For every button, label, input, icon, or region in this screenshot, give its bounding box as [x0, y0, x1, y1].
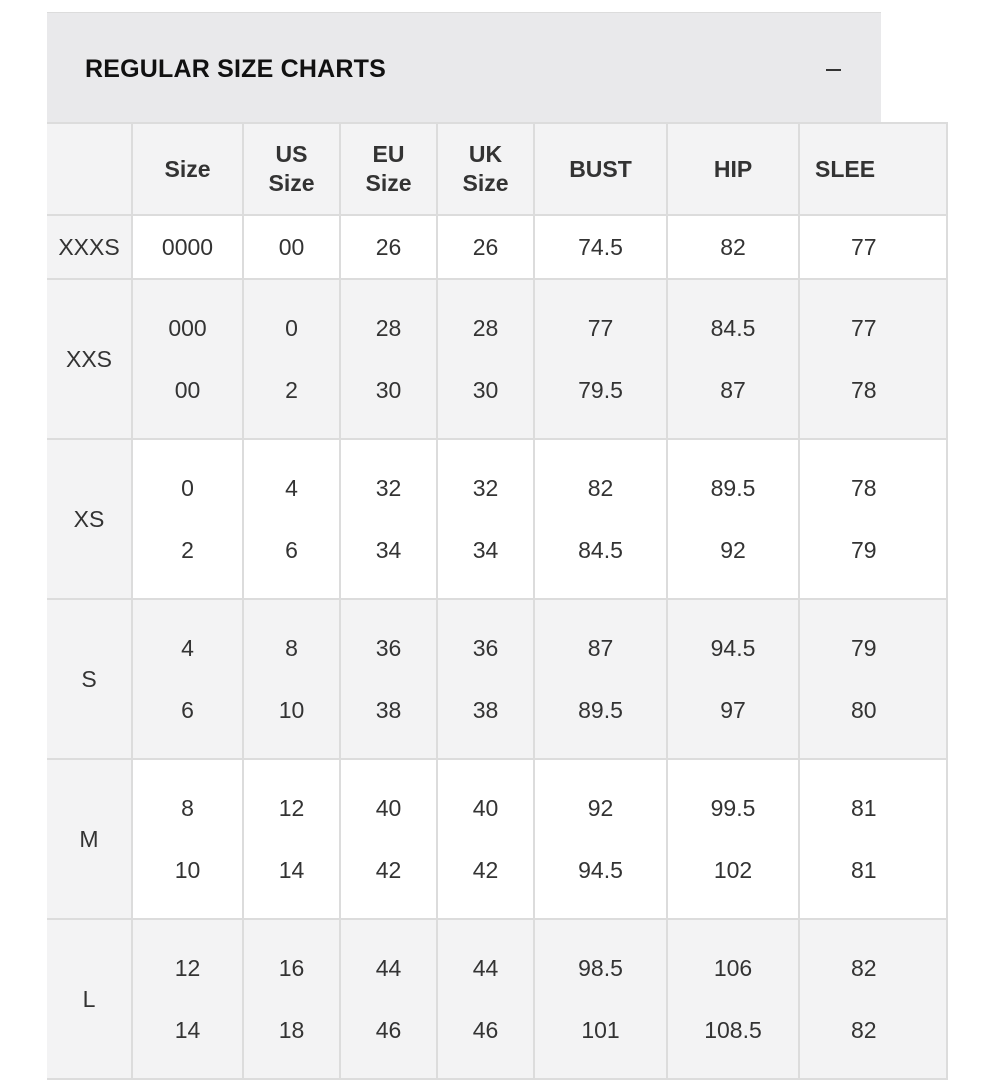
cell-hip — [667, 599, 799, 759]
cell-value: 94.5 — [710, 635, 756, 661]
cell-value: 77 — [851, 234, 877, 260]
cell-us-size — [243, 919, 340, 1079]
cell-value: 102 — [713, 857, 753, 883]
cell-value: 32 — [472, 475, 499, 501]
cell-eu-size — [340, 215, 437, 279]
cell-value: 46 — [375, 1017, 402, 1043]
cell-bust — [534, 279, 667, 439]
cell-value: 97 — [720, 697, 746, 723]
cell-value: 38 — [375, 697, 402, 723]
cell-sleeve — [799, 919, 947, 1079]
cell-uk-size — [437, 919, 534, 1079]
cell-value: 14 — [278, 857, 305, 883]
cell-value: 79.5 — [578, 377, 623, 403]
cell-eu-size — [340, 439, 437, 599]
cell-value: 81 — [851, 795, 877, 821]
cell-value: 87 — [720, 377, 746, 403]
cell-sleeve — [799, 759, 947, 919]
table-body — [47, 215, 947, 1079]
header-text: Size — [462, 170, 509, 196]
cell-value: 81 — [851, 857, 877, 883]
cell-sleeve — [799, 599, 947, 759]
cell-value: 0 — [285, 315, 298, 341]
size-chart-accordion-header[interactable] — [47, 12, 881, 122]
cell-value: 92 — [720, 537, 746, 563]
cell-value: 28 — [375, 315, 402, 341]
cell-value: 30 — [375, 377, 402, 403]
cell-sleeve — [799, 215, 947, 279]
cell-value: 46 — [472, 1017, 499, 1043]
cell-hip — [667, 919, 799, 1079]
cell-value: 00 — [174, 377, 201, 403]
header-text: HIP — [713, 155, 753, 182]
cell-value: 94.5 — [578, 857, 623, 883]
cell-value: 00 — [278, 234, 305, 260]
cell-value: 8 — [181, 795, 194, 821]
cell-value: 108.5 — [704, 1017, 762, 1043]
cell-value: 4 — [285, 475, 298, 501]
cell-value: 77 — [587, 315, 614, 341]
header-uk-size — [437, 123, 534, 215]
cell-value: 42 — [375, 857, 402, 883]
cell-value: 82 — [587, 475, 614, 501]
header-bust — [534, 123, 667, 215]
row-label: M — [47, 759, 132, 919]
cell-value: 82 — [720, 234, 746, 260]
cell-value: 36 — [375, 635, 402, 661]
cell-uk-size — [437, 279, 534, 439]
cell-value: 99.5 — [710, 795, 756, 821]
cell-value: 89.5 — [710, 475, 756, 501]
accordion-title: REGULAR SIZE CHARTS — [85, 55, 387, 83]
cell-value: 18 — [278, 1017, 305, 1043]
cell-eu-size — [340, 919, 437, 1079]
header-us-size — [243, 123, 340, 215]
cell-value: 40 — [375, 795, 402, 821]
cell-value: 87 — [587, 635, 614, 661]
cell-value: 34 — [472, 537, 499, 563]
cell-value: 79 — [851, 635, 877, 661]
cell-value: 74.5 — [578, 234, 623, 260]
header-text: Size — [268, 170, 315, 196]
cell-hip — [667, 215, 799, 279]
cell-value: 78 — [851, 377, 877, 403]
row-label: XXXS — [47, 215, 132, 279]
table-row — [47, 279, 947, 439]
cell-value: 2 — [285, 377, 298, 403]
cell-size — [132, 759, 243, 919]
cell-value: 12 — [174, 955, 201, 981]
row-label: XS — [47, 439, 132, 599]
cell-value: 8 — [285, 635, 298, 661]
cell-value: 30 — [472, 377, 499, 403]
cell-value: 98.5 — [578, 955, 623, 981]
table-row — [47, 215, 947, 279]
cell-value: 10 — [174, 857, 201, 883]
cell-uk-size — [437, 215, 534, 279]
cell-value: 92 — [587, 795, 614, 821]
cell-value: 6 — [285, 537, 298, 563]
cell-value: 82 — [851, 1017, 877, 1043]
cell-value: 106 — [713, 955, 753, 981]
cell-us-size — [243, 599, 340, 759]
cell-value: 26 — [472, 234, 499, 260]
header-size — [132, 123, 243, 215]
size-table — [47, 122, 948, 1080]
cell-value: 44 — [472, 955, 499, 981]
cell-size — [132, 439, 243, 599]
cell-eu-size — [340, 759, 437, 919]
cell-bust — [534, 439, 667, 599]
cell-value: 84.5 — [578, 537, 623, 563]
header-text: US — [275, 141, 308, 167]
cell-uk-size — [437, 439, 534, 599]
cell-value: 82 — [851, 955, 877, 981]
cell-value: 28 — [472, 315, 499, 341]
cell-value: 40 — [472, 795, 499, 821]
table-row — [47, 919, 947, 1079]
cell-value: 44 — [375, 955, 402, 981]
cell-bust — [534, 215, 667, 279]
size-chart-panel — [47, 12, 881, 1043]
size-table-scroll-area[interactable] — [47, 122, 881, 1043]
cell-value: 77 — [851, 315, 877, 341]
cell-value: 14 — [174, 1017, 201, 1043]
cell-size — [132, 919, 243, 1079]
cell-bust — [534, 759, 667, 919]
cell-value: 32 — [375, 475, 402, 501]
cell-us-size — [243, 215, 340, 279]
cell-value: 34 — [375, 537, 402, 563]
header-text: BUST — [569, 155, 632, 182]
row-label: L — [47, 919, 132, 1079]
cell-value: 26 — [375, 234, 402, 260]
table-row — [47, 599, 947, 759]
cell-value: 000 — [168, 315, 207, 341]
cell-value: 89.5 — [578, 697, 623, 723]
cell-hip — [667, 439, 799, 599]
collapse-minus-icon[interactable] — [826, 69, 841, 71]
cell-size — [132, 215, 243, 279]
header-eu-size — [340, 123, 437, 215]
cell-value: 12 — [278, 795, 305, 821]
cell-eu-size — [340, 599, 437, 759]
table-row — [47, 439, 947, 599]
cell-value: 101 — [581, 1017, 620, 1043]
header-sleeve — [799, 123, 947, 215]
table-row — [47, 759, 947, 919]
cell-value: 6 — [181, 697, 194, 723]
cell-value: 0 — [181, 475, 194, 501]
header-hip — [667, 123, 799, 215]
cell-uk-size — [437, 759, 534, 919]
cell-us-size — [243, 279, 340, 439]
cell-hip — [667, 759, 799, 919]
cell-uk-size — [437, 599, 534, 759]
cell-hip — [667, 279, 799, 439]
header-text: Size — [164, 155, 211, 182]
cell-value: 0000 — [161, 234, 214, 260]
cell-us-size — [243, 759, 340, 919]
cell-value: 36 — [472, 635, 499, 661]
cell-value: 42 — [472, 857, 499, 883]
cell-size — [132, 599, 243, 759]
cell-bust — [534, 919, 667, 1079]
cell-value: 78 — [851, 475, 877, 501]
header-text: SLEE — [815, 155, 876, 182]
cell-bust — [534, 599, 667, 759]
cell-value: 80 — [851, 697, 877, 723]
cell-value: 4 — [181, 635, 194, 661]
cell-value: 79 — [851, 537, 877, 563]
cell-value: 16 — [278, 955, 305, 981]
cell-value: 84.5 — [710, 315, 756, 341]
cell-value: 2 — [181, 537, 194, 563]
cell-value: 10 — [278, 697, 305, 723]
row-label: S — [47, 599, 132, 759]
row-label: XXS — [47, 279, 132, 439]
header-text: Size — [365, 170, 412, 196]
header-corner — [47, 123, 132, 215]
cell-sleeve — [799, 439, 947, 599]
cell-us-size — [243, 439, 340, 599]
cell-size — [132, 279, 243, 439]
header-text: UK — [468, 141, 503, 167]
header-text: EU — [372, 141, 405, 167]
table-header-row — [47, 123, 947, 215]
cell-sleeve — [799, 279, 947, 439]
cell-value: 38 — [472, 697, 499, 723]
cell-eu-size — [340, 279, 437, 439]
